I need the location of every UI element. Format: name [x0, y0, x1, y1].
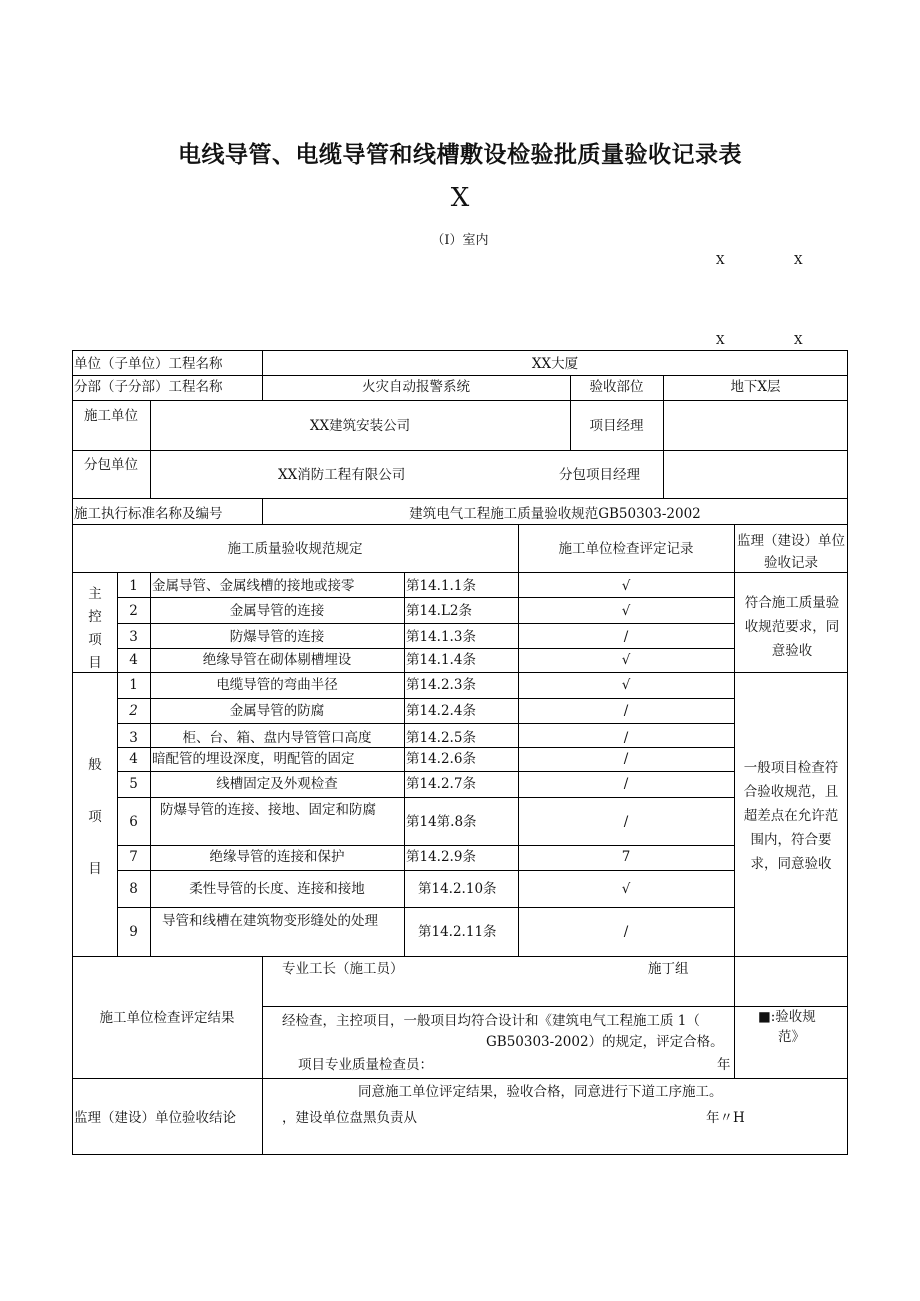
table-border — [72, 1154, 848, 1155]
item-name: 线槽固定及外观检查 — [216, 776, 338, 792]
item-result: / — [623, 776, 629, 792]
row-number: 3 — [129, 730, 138, 746]
title-mark: X — [450, 183, 470, 213]
row-number: 1 — [129, 677, 138, 693]
construction-team-label: 施丁组 — [648, 961, 689, 977]
item-result: / — [623, 924, 629, 940]
item-name: 暗配管的埋设深度，明配管的固定 — [152, 751, 355, 767]
table-rule — [404, 572, 405, 956]
supervisor-signer: ，建设单位盘黑负责从 — [282, 1110, 417, 1126]
general-items-remark: 一般项目检查符合验收规范，且超差点在允许范围内，符合要求，同意验收 — [743, 760, 839, 872]
table-rule — [150, 400, 151, 498]
corner-mark: X — [716, 333, 725, 347]
inspection-record-table — [72, 350, 848, 1155]
item-name: 金属导管的防腐 — [229, 703, 325, 719]
row-number: 2 — [129, 603, 138, 619]
table-rule — [72, 524, 848, 525]
table-rule — [117, 845, 734, 846]
supervisor-conclusion: 同意施工单位评定结果，验收合格，同意进行下道工序施工。 — [358, 1084, 723, 1100]
main-items-remark: 符合施工质量验收规范要求，同意验收 — [744, 595, 840, 659]
item-name: 绝缘导管的连接和保护 — [209, 849, 345, 865]
item-clause: 第14.2.7条 — [406, 776, 476, 792]
contractor-side-note-2: 范》 — [778, 1029, 805, 1045]
row-number: 4 — [129, 751, 138, 767]
inspection-date-year: 年 — [717, 1057, 731, 1073]
item-result: √ — [621, 578, 631, 594]
item-result: √ — [621, 881, 631, 897]
document-subtitle: （I）室内 — [431, 233, 489, 248]
table-rule — [72, 400, 848, 401]
item-name: 电缆导管的弯曲半径 — [216, 677, 338, 693]
row-number: 3 — [129, 629, 138, 645]
item-clause: 第14.1.3条 — [406, 629, 476, 645]
supervisor-date: 年〃H — [706, 1110, 745, 1126]
corner-mark: X — [794, 333, 803, 347]
item-clause: 第14.L2条 — [406, 603, 473, 619]
table-rule — [72, 375, 848, 376]
item-clause: 第14.2.9条 — [406, 849, 476, 865]
table-rule — [117, 698, 734, 699]
table-rule — [117, 870, 734, 871]
table-rule — [117, 771, 734, 772]
contractor-side-note-1: ■:验收规 — [758, 1009, 816, 1025]
table-rule — [262, 956, 263, 1155]
table-rule — [72, 672, 848, 673]
contractor-label: 施工单位 — [84, 408, 138, 424]
spec-column-header: 施工质量验收规范规定 — [227, 541, 363, 557]
item-result: √ — [621, 603, 631, 619]
table-rule — [117, 747, 734, 748]
supervisor-column-header: 监理（建设）单位验收记录 — [737, 533, 845, 571]
table-rule — [117, 907, 734, 908]
table-rule — [117, 723, 734, 724]
item-clause: 第14第.8条 — [406, 814, 477, 830]
document-title: 电线导管、电缆导管和线槽敷设检验批质量验收记录表 — [178, 142, 742, 168]
row-number: 1 — [129, 578, 138, 594]
item-result: / — [623, 814, 629, 830]
main-items-label: 主控项目 — [88, 586, 102, 671]
table-rule — [117, 797, 734, 798]
item-name: 柜、台、箱、盘内导管管口高度 — [182, 730, 372, 746]
item-clause: 第14.2.6条 — [406, 751, 476, 767]
table-rule — [734, 524, 735, 956]
check-column-header: 施工单位检查评定记录 — [558, 541, 694, 557]
item-name: 防爆导管的连接、接地、固定和防腐 — [160, 802, 376, 818]
contractor-value: XX建筑安装公司 — [309, 418, 411, 434]
row-number: 9 — [129, 924, 138, 940]
standard-value: 建筑电气工程施工质量验收规范GB50303-2002 — [409, 506, 701, 522]
item-result: 7 — [621, 849, 631, 865]
row-number: 5 — [129, 776, 138, 792]
table-rule — [72, 1078, 848, 1079]
table-rule — [734, 956, 735, 1078]
table-border — [72, 350, 848, 351]
item-result: / — [623, 703, 629, 719]
contractor-conclusion-line2: GB50303-2002）的规定，评定合格。 — [486, 1034, 724, 1050]
subcontractor-value: XX消防工程有限公司 — [278, 467, 406, 483]
item-clause: 第14.2.11条 — [418, 924, 497, 940]
inspection-part-label: 验收部位 — [589, 379, 644, 395]
row-number: 2 — [129, 703, 138, 719]
item-result: / — [623, 751, 629, 767]
table-rule — [72, 956, 848, 957]
general-items-label: 般项目 — [88, 757, 102, 877]
sub-project-manager-label: 分包项目经理 — [559, 467, 640, 483]
table-rule — [117, 648, 734, 649]
table-rule — [72, 572, 848, 573]
table-rule — [117, 597, 734, 598]
corner-mark: X — [794, 253, 803, 267]
row-number: 6 — [129, 814, 138, 830]
contractor-conclusion-line1: 经检查，主控项目，一般项目均符合设计和《建筑电气工程施工质 1（ — [282, 1013, 700, 1029]
subproject-label: 分部（子分部）工程名称 — [74, 379, 223, 395]
item-result: √ — [621, 652, 631, 668]
item-clause: 第14.2.5条 — [406, 730, 476, 746]
item-result: √ — [621, 677, 631, 693]
project-name-label: 单位（子单位）工程名称 — [74, 356, 223, 372]
item-name: 绝缘导管在砌体剔槽埋设 — [202, 652, 352, 668]
subproject-value: 火灾自动报警系统 — [362, 379, 470, 395]
row-number: 8 — [129, 881, 138, 897]
foreman-label: 专业工长（施工员） — [282, 961, 404, 977]
subcontractor-label: 分包单位 — [84, 457, 138, 473]
item-name: 防爆导管的连接 — [229, 629, 325, 645]
standard-label: 施工执行标准名称及编号 — [74, 506, 223, 522]
contractor-result-label: 施工单位检查评定结果 — [99, 1010, 235, 1026]
item-clause: 第14.1.1条 — [406, 578, 476, 594]
item-name: 金属导管的连接 — [229, 603, 325, 619]
item-clause: 第14.2.10条 — [418, 881, 497, 897]
item-result: / — [623, 629, 629, 645]
item-name: 金属导管、金属线槽的接地或接零 — [152, 578, 355, 594]
item-clause: 第14.1.4条 — [406, 652, 476, 668]
quality-inspector-label: 项目专业质量检查员： — [298, 1057, 433, 1073]
row-number: 7 — [129, 849, 138, 865]
supervisor-result-label: 监理（建设）单位验收结论 — [74, 1110, 236, 1126]
table-rule — [262, 1006, 848, 1007]
project-name-value: XX大厦 — [531, 356, 579, 372]
row-number: 4 — [129, 652, 138, 668]
inspection-part-value: 地下X层 — [730, 379, 781, 395]
table-rule — [72, 498, 848, 499]
item-result: / — [623, 730, 629, 746]
table-rule — [72, 450, 848, 451]
corner-mark: X — [716, 253, 725, 267]
item-name: 柔性导管的长度、连接和接地 — [189, 881, 365, 897]
item-clause: 第14.2.3条 — [406, 677, 476, 693]
item-name: 导管和线槽在建筑物变形缝处的处理 — [162, 913, 378, 929]
table-border — [847, 350, 848, 1155]
item-clause: 第14.2.4条 — [406, 703, 476, 719]
project-manager-label: 项目经理 — [589, 418, 644, 434]
table-rule — [117, 623, 734, 624]
